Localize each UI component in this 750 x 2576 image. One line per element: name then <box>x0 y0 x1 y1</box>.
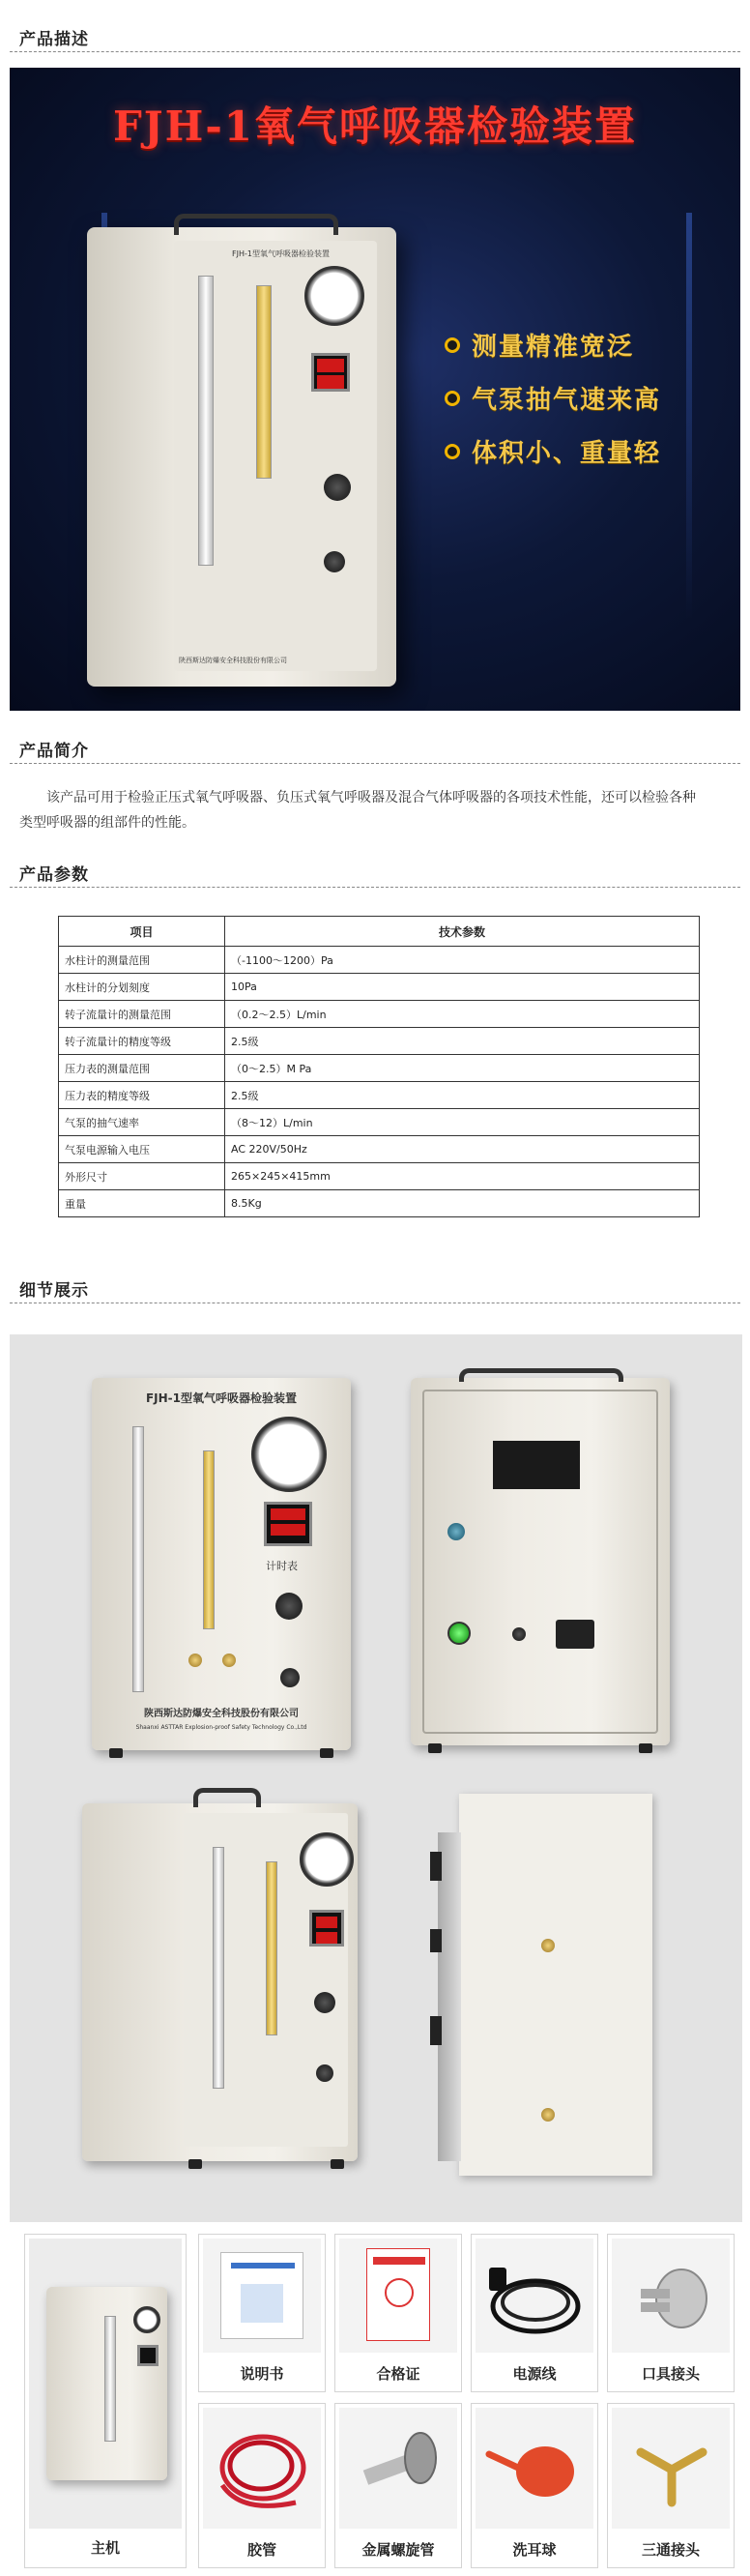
product-image <box>87 227 396 687</box>
accessory-certificate <box>334 2234 462 2392</box>
accessory-image <box>203 2408 321 2529</box>
accessory-image <box>476 2408 593 2529</box>
param-value: （8～12）L/min <box>225 1109 700 1136</box>
divider <box>10 887 740 888</box>
ear-bulb-icon <box>476 2408 595 2529</box>
water-column-tube <box>213 1847 224 2089</box>
foot <box>320 1748 333 1758</box>
accessory-power-cord <box>471 2234 598 2392</box>
accessory-image <box>203 2239 321 2353</box>
rubber-hose-icon <box>203 2408 323 2529</box>
valve-knob <box>314 1992 335 2013</box>
table-row <box>59 974 700 1001</box>
power-indicator <box>447 1622 471 1645</box>
side-view-image <box>459 1794 652 2176</box>
water-column-tube <box>198 276 214 566</box>
accessory-image <box>612 2408 730 2529</box>
flow-meter-tube <box>266 1861 277 2035</box>
front-footer-en: Shaanxi ASTTAR Explosion-proof Safety Technology Co.,Ltd <box>135 1724 307 1731</box>
switch-knob <box>280 1668 300 1687</box>
bullet-icon <box>445 444 460 459</box>
manual-icon <box>220 2252 303 2339</box>
accessory-manual <box>198 2234 326 2392</box>
section-header-description <box>0 19 750 54</box>
detail-photo-panel <box>10 1334 742 2222</box>
handle <box>174 214 338 235</box>
table-row <box>59 1190 700 1217</box>
foot <box>331 2159 344 2169</box>
valve-knob <box>275 1593 303 1620</box>
param-name: 重量 <box>59 1190 225 1217</box>
accessory-ear-bulb <box>471 2403 598 2568</box>
foot <box>639 1743 652 1753</box>
column-header: 项目 <box>59 917 225 947</box>
hero-title: FJH-1氧气呼吸器检验装置 <box>112 102 638 150</box>
section-header-details <box>0 1271 750 1305</box>
device-plate: FJH-1型氧气呼吸器检验装置 <box>232 249 330 258</box>
divider <box>10 763 740 764</box>
pressure-gauge <box>133 2306 160 2333</box>
section-title: 产品参数 <box>19 865 89 885</box>
accessory-label: 合格证 <box>376 2365 420 2383</box>
feature-item <box>445 327 661 363</box>
table-row <box>59 1001 700 1028</box>
feature-item <box>445 433 661 469</box>
param-name: 水柱计的测量范围 <box>59 947 225 974</box>
accessory-label: 电源线 <box>512 2365 557 2383</box>
table-row <box>59 1082 700 1109</box>
handle <box>193 1788 261 1807</box>
accessory-image <box>339 2408 457 2529</box>
foot <box>109 1748 123 1758</box>
column-header: 技术参数 <box>225 917 700 947</box>
timer-display <box>311 353 350 392</box>
param-name: 水柱计的分划刻度 <box>59 974 225 1001</box>
table-header-row <box>59 917 700 947</box>
section-title: 细节展示 <box>19 1281 89 1301</box>
fuse-cap <box>447 1523 465 1540</box>
brass-fitting <box>188 1654 202 1667</box>
stamp-icon <box>385 2278 414 2307</box>
foot <box>428 1743 442 1753</box>
bullet-icon <box>445 391 460 406</box>
section-header-params <box>0 855 750 890</box>
side-fitting <box>430 2016 442 2045</box>
brass-port <box>541 2108 555 2122</box>
table-row <box>59 1109 700 1136</box>
param-value: 10Pa <box>225 974 700 1001</box>
back-view-image <box>411 1378 670 1745</box>
hero-banner <box>10 68 740 711</box>
table-row <box>59 1028 700 1055</box>
water-column-tube <box>132 1426 144 1692</box>
flow-meter-tube <box>203 1450 215 1629</box>
accessory-label: 胶管 <box>246 2541 276 2559</box>
fuse-holder <box>512 1627 526 1641</box>
feature-item <box>445 380 661 416</box>
timer-display <box>264 1502 312 1546</box>
param-name: 外形尺寸 <box>59 1163 225 1190</box>
table-row <box>59 1055 700 1082</box>
intro-text: 该产品可用于检验正压式氧气呼吸器、负压式氧气呼吸器及混合气体呼吸器的各项技术性能，还可以检验各种类型呼吸器的组部件的性能。 <box>19 790 696 831</box>
power-socket <box>556 1620 594 1649</box>
section-title: 产品简介 <box>19 742 89 761</box>
angle-view-image <box>82 1803 358 2161</box>
flow-meter-tube <box>256 285 272 479</box>
pressure-gauge <box>251 1417 327 1492</box>
accessory-image <box>476 2239 593 2353</box>
side-edge <box>438 1832 461 2161</box>
section-header-intro <box>0 731 750 766</box>
param-value: （0.2～2.5）L/min <box>225 1001 700 1028</box>
accessory-label: 三通接头 <box>641 2541 700 2559</box>
power-cord-icon <box>476 2239 595 2355</box>
switch-knob <box>316 2064 333 2082</box>
accessory-main-unit <box>24 2234 187 2568</box>
accessory-image <box>29 2239 182 2529</box>
param-name: 气泵电源输入电压 <box>59 1136 225 1163</box>
feature-list <box>445 327 661 486</box>
side-fitting <box>430 1929 442 1952</box>
switch-knob <box>324 551 345 572</box>
handle <box>459 1368 623 1382</box>
pressure-gauge <box>300 1832 354 1887</box>
param-value: （0～2.5）M Pa <box>225 1055 700 1082</box>
accessory-label: 洗耳球 <box>512 2541 557 2559</box>
param-name: 压力表的精度等级 <box>59 1082 225 1109</box>
table-row <box>59 1163 700 1190</box>
front-footer: 陕西斯达防爆安全科技股份有限公司 <box>144 1709 299 1719</box>
timer-label: 计时表 <box>266 1560 298 1572</box>
mouth-adapter-icon <box>612 2239 732 2355</box>
timer-display <box>137 2345 159 2366</box>
table-row <box>59 1136 700 1163</box>
water-column-tube <box>104 2316 116 2442</box>
feature-text: 体积小、重量轻 <box>472 439 662 468</box>
valve-knob <box>324 474 351 501</box>
front-plate-title: FJH-1型氧气呼吸器检验装置 <box>145 1391 298 1405</box>
param-value: 2.5级 <box>225 1082 700 1109</box>
metal-spiral-tube-icon <box>339 2408 459 2529</box>
timer-display <box>309 1910 344 1947</box>
param-name: 转子流量计的精度等级 <box>59 1028 225 1055</box>
doc-line <box>231 2263 295 2269</box>
tee-connector-icon <box>612 2408 732 2529</box>
certificate-icon <box>366 2248 430 2341</box>
accessory-label: 主机 <box>90 2539 120 2557</box>
accessory-tee-connector <box>607 2403 735 2568</box>
side-fitting <box>430 1852 442 1881</box>
main-unit-photo <box>46 2287 167 2480</box>
param-name: 压力表的测量范围 <box>59 1055 225 1082</box>
doc-line <box>373 2257 425 2265</box>
accessory-mouth-adapter <box>607 2234 735 2392</box>
feature-text: 测量精准宽泛 <box>472 333 635 362</box>
divider <box>10 51 740 52</box>
section-title: 产品描述 <box>19 30 89 49</box>
accessory-label: 金属螺旋管 <box>361 2541 435 2559</box>
accessory-rubber-hose <box>198 2403 326 2568</box>
front-view-image <box>92 1378 351 1750</box>
accessory-image <box>612 2239 730 2353</box>
param-table <box>58 916 700 1217</box>
param-value: 8.5Kg <box>225 1190 700 1217</box>
param-value: 2.5级 <box>225 1028 700 1055</box>
param-value: AC 220V/50Hz <box>225 1136 700 1163</box>
table-row <box>59 947 700 974</box>
light-beam <box>686 213 692 619</box>
brass-fitting <box>222 1654 236 1667</box>
accessory-label: 说明书 <box>240 2365 284 2383</box>
brass-port <box>541 1939 555 1952</box>
param-value: 265×245×415mm <box>225 1163 700 1190</box>
accessory-metal-spiral-tube <box>334 2403 462 2568</box>
pressure-gauge <box>304 266 364 326</box>
foot <box>188 2159 202 2169</box>
accessory-label: 口具接头 <box>641 2365 700 2383</box>
accessory-image <box>339 2239 457 2353</box>
param-name: 气泵的抽气速率 <box>59 1109 225 1136</box>
nameplate <box>493 1441 580 1489</box>
feature-text: 气泵抽气速来高 <box>472 386 662 415</box>
device-footer: 陕西斯达防爆安全科技股份有限公司 <box>179 657 287 664</box>
param-name: 转子流量计的测量范围 <box>59 1001 225 1028</box>
doc-figure <box>241 2284 283 2323</box>
bullet-icon <box>445 337 460 353</box>
param-value: （-1100～1200）Pa <box>225 947 700 974</box>
